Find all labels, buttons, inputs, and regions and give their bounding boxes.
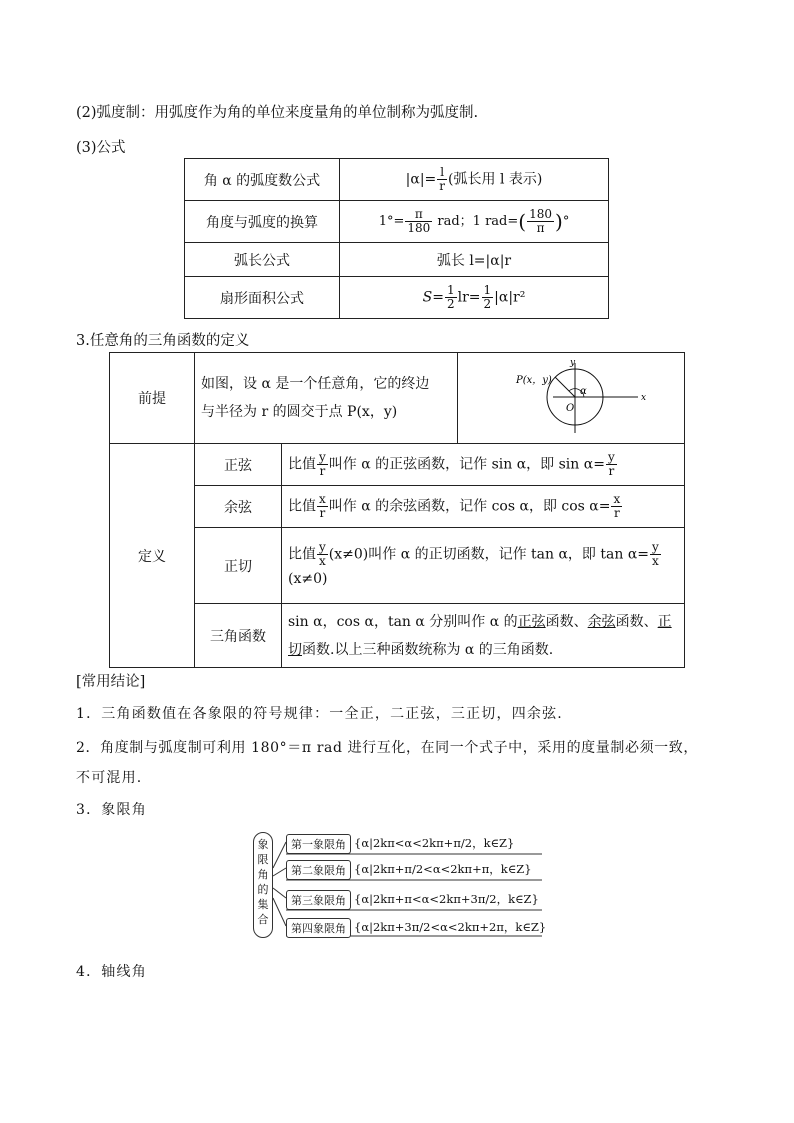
frac-den: x bbox=[652, 554, 659, 568]
s-eq: S= bbox=[422, 289, 444, 306]
frac-den: 2 bbox=[483, 297, 492, 311]
formula-row1-label: 角 α 的弧度数公式 bbox=[185, 159, 340, 201]
connector-3 bbox=[273, 888, 286, 898]
frac-den: π bbox=[536, 221, 545, 235]
degree-sign: ° bbox=[562, 214, 570, 229]
frac-den: r bbox=[319, 464, 326, 478]
rad-text: rad；1 rad= bbox=[433, 214, 519, 229]
section-trig-definition: 3.任意角的三角函数的定义 bbox=[76, 333, 250, 349]
sin-text: 叫作 α 的正弦函数，记作 sin α，即 sin α= bbox=[328, 456, 605, 473]
right-paren: ) bbox=[555, 209, 563, 234]
premise-label: 前提 bbox=[110, 353, 195, 444]
quadrant-2-label: 第二象限角 bbox=[286, 860, 351, 880]
quadrant-diagram bbox=[250, 828, 550, 938]
definition-label: 定义 bbox=[110, 444, 195, 668]
frac-num: 1 bbox=[446, 283, 455, 297]
frac-den: r bbox=[608, 464, 615, 478]
frac-num: y bbox=[607, 450, 615, 464]
title-char: 集 bbox=[257, 898, 269, 911]
frac-den: x bbox=[319, 554, 326, 568]
y-over-r bbox=[317, 451, 328, 478]
premise-line2: 与半径为 r 的圆交于点 P(x，y) bbox=[201, 404, 398, 420]
connector-4 bbox=[273, 898, 286, 926]
lr-eq: lr= bbox=[457, 289, 481, 306]
conclusions-heading: [常用结论] bbox=[76, 674, 146, 690]
connector-2 bbox=[273, 868, 286, 876]
formula-row1-value bbox=[340, 159, 609, 201]
tan-condition: (x≠0) bbox=[288, 571, 328, 587]
quadrant-3-label: 第三象限角 bbox=[286, 890, 351, 910]
underline-cosine: 余弦 bbox=[587, 613, 616, 630]
abs-alpha: |α|= bbox=[405, 171, 437, 188]
conclusion-2-line1: 2．角度制与弧度制可利用 180°＝π rad 进行互化，在同一个式子中，采用的度量制必须一致， bbox=[76, 740, 698, 756]
alpha-label: α bbox=[580, 386, 587, 397]
half-2 bbox=[482, 284, 494, 311]
ratio-word: 比值 bbox=[288, 498, 316, 515]
y-over-x-2 bbox=[650, 541, 661, 568]
section-radian-system: (2)弧度制：用弧度作为角的单位来度量角的单位制称为弧度制. bbox=[76, 105, 479, 121]
frac-num: l bbox=[437, 166, 447, 180]
row4-tail: |α|r² bbox=[494, 289, 526, 306]
point-label: P(x，y) bbox=[516, 375, 552, 386]
cos-definition bbox=[282, 486, 685, 528]
trig-text-b: 函数、 bbox=[545, 613, 588, 630]
frac-den: 2 bbox=[446, 297, 455, 311]
frac-num: x bbox=[613, 492, 621, 506]
ratio-word: 比值 bbox=[288, 546, 316, 563]
unit-circle-diagram bbox=[458, 353, 684, 439]
tan-line1 bbox=[288, 541, 683, 568]
quadrant-4-label: 第四象限角 bbox=[286, 918, 351, 938]
title-char: 象 bbox=[257, 838, 269, 851]
tan-text: (x≠0)叫作 α 的正切函数，记作 tan α，即 tan α= bbox=[328, 546, 650, 563]
y-label: y bbox=[570, 358, 576, 368]
180-over-pi bbox=[527, 208, 554, 235]
trig-text-a: sin α，cos α，tan α 分别叫作 α 的 bbox=[288, 613, 518, 630]
quadrant-1-label: 第一象限角 bbox=[286, 834, 351, 854]
cos-text: 叫作 α 的余弦函数，记作 cos α，即 cos α= bbox=[328, 498, 611, 515]
formula-row4-label: 扇形面积公式 bbox=[185, 277, 340, 319]
row1-tail: (弧长用 l 表示) bbox=[448, 171, 543, 188]
quadrant-1-set: {α|2kπ<α<2kπ+π/2，k∈Z} bbox=[354, 836, 515, 850]
underline-sine: 正弦 bbox=[517, 613, 546, 630]
frac-den: r bbox=[319, 506, 326, 520]
formula-row4-value bbox=[340, 277, 609, 319]
conclusion-3: 3．象限角 bbox=[76, 802, 147, 818]
pi-over-180 bbox=[405, 208, 432, 235]
formula-row2-value bbox=[340, 201, 609, 243]
deg-one: 1°= bbox=[378, 214, 405, 229]
section-formula-heading: (3)公式 bbox=[76, 140, 126, 156]
x-over-r bbox=[317, 493, 328, 520]
sin-definition bbox=[282, 444, 685, 486]
trig-text-c: 函数、 bbox=[615, 613, 658, 630]
formula-row2-label: 角度与弧度的换算 bbox=[185, 201, 340, 243]
underline-tangent: 正切 bbox=[288, 613, 672, 658]
frac-num: y bbox=[319, 540, 326, 554]
x-label: x bbox=[641, 393, 647, 403]
connector-1 bbox=[273, 842, 286, 868]
cos-label: 余弦 bbox=[195, 486, 282, 528]
l-over-r bbox=[437, 166, 447, 193]
trig-text-d: 函数.以上三种函数统称为 α 的三角函数. bbox=[302, 641, 554, 658]
trig-table bbox=[109, 352, 685, 668]
formula-row3-value: 弧长 l=|α|r bbox=[340, 243, 609, 277]
frac-num: y bbox=[319, 450, 326, 464]
frac-den: r bbox=[614, 506, 620, 520]
quadrant-4-set: {α|2kπ+3π/2<α<2kπ+2π，k∈Z} bbox=[354, 920, 547, 934]
x-over-r-2 bbox=[611, 493, 622, 520]
trig-function-label: 三角函数 bbox=[195, 604, 282, 668]
frac-num: 180 bbox=[529, 207, 552, 221]
sin-label: 正弦 bbox=[195, 444, 282, 486]
origin-label: O bbox=[566, 403, 575, 414]
title-char: 合 bbox=[257, 913, 269, 926]
frac-den: 180 bbox=[407, 221, 431, 235]
title-char: 限 bbox=[257, 853, 269, 866]
title-char: 的 bbox=[257, 883, 269, 896]
formula-table bbox=[184, 158, 609, 319]
y-over-r-2 bbox=[606, 451, 617, 478]
formula-row3-label: 弧长公式 bbox=[185, 243, 340, 277]
tan-definition bbox=[282, 528, 685, 604]
trig-function-text bbox=[282, 604, 685, 668]
frac-num: π bbox=[405, 208, 432, 222]
conclusion-1: 1．三角函数值在各象限的符号规律：一全正，二正弦，三正切，四余弦. bbox=[76, 706, 563, 722]
tan-label: 正切 bbox=[195, 528, 282, 604]
frac-num: x bbox=[319, 492, 326, 506]
conclusion-2-line2: 不可混用. bbox=[76, 770, 143, 786]
quadrant-2-set: {α|2kπ+π/2<α<2kπ+π，k∈Z} bbox=[354, 862, 532, 876]
ratio-word: 比值 bbox=[288, 456, 316, 473]
half bbox=[445, 284, 457, 311]
premise-line1: 如图，设 α 是一个任意角，它的终边 bbox=[201, 376, 430, 392]
frac-num: 1 bbox=[483, 283, 492, 297]
frac-num: y bbox=[652, 540, 659, 554]
left-paren: ( bbox=[518, 209, 527, 234]
title-char: 角 bbox=[257, 868, 269, 881]
conclusion-4: 4．轴线角 bbox=[76, 964, 147, 980]
y-over-x bbox=[317, 541, 328, 568]
terminal-side bbox=[555, 377, 575, 397]
premise-text bbox=[195, 353, 458, 444]
unit-circle-cell bbox=[458, 353, 685, 444]
quadrant-3-set: {α|2kπ+π<α<2kπ+3π/2，k∈Z} bbox=[354, 892, 539, 906]
frac-den: r bbox=[439, 179, 446, 193]
